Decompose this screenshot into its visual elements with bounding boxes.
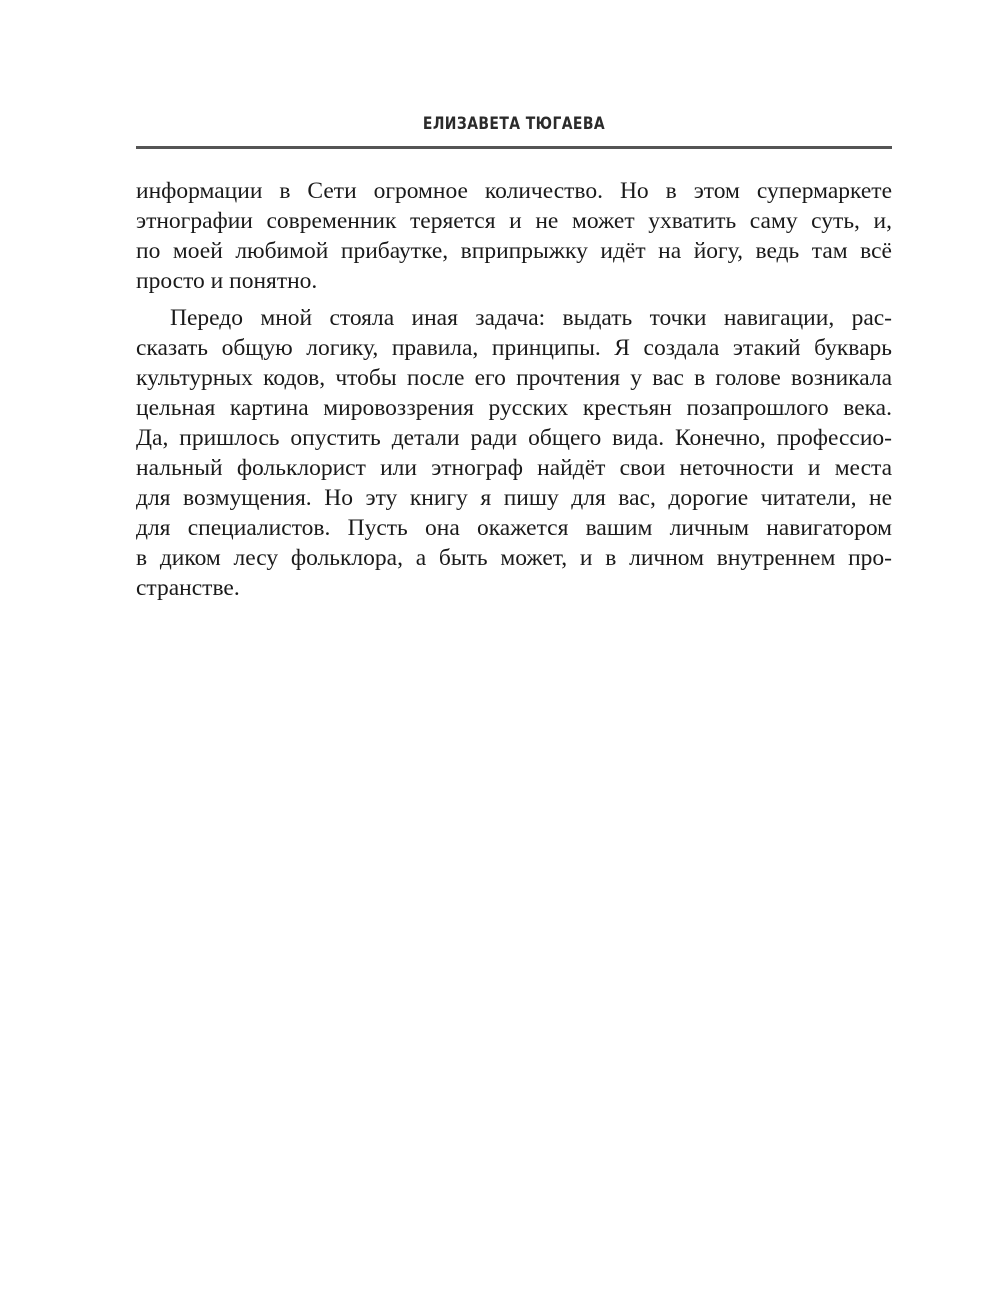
text-line: для возмущения. Но эту книгу я пишу для вас, дорогие читатели, не: [136, 485, 892, 511]
text-line: просто и понятно.: [136, 268, 318, 294]
text-line: в диком лесу фольклора, а быть может, и в личном внутреннем про-: [136, 545, 892, 571]
text-line: по моей любимой прибаутке, вприпрыжку идёт на йогу, ведь там всё: [136, 238, 892, 264]
text-line: сказать общую логику, правила, принципы. Я создала этакий букварь: [136, 335, 892, 361]
paragraph-gap: [136, 296, 892, 303]
text-line: цельная картина мировоззрения русских крестьян позапрошлого века.: [136, 395, 892, 421]
text-line: Да, пришлось опустить детали ради общего вида. Конечно, профессио-: [136, 425, 892, 451]
header-rule: [136, 146, 892, 149]
text-line: странстве.: [136, 575, 240, 601]
text-line: нальный фольклорист или этнограф найдёт свои неточности и места: [136, 455, 892, 481]
paragraph-2: [136, 303, 892, 603]
body-text: [136, 176, 892, 603]
text-line: для специалистов. Пусть она окажется вашим личным навигатором: [136, 515, 892, 541]
running-head-author: ЕЛИЗАВЕТА ТЮГАЕВА: [422, 114, 606, 134]
text-line: Передо мной стояла иная задача: выдать точки навигации, рас-: [170, 305, 892, 331]
text-line: культурных кодов, чтобы после его прочтения у вас в голове возникала: [136, 365, 892, 391]
text-line: этнографии современник теряется и не может ухватить саму суть, и,: [136, 208, 892, 234]
text-line: информации в Сети огромное количество. Но в этом супермаркете: [136, 178, 892, 204]
paragraph-1: [136, 176, 892, 296]
